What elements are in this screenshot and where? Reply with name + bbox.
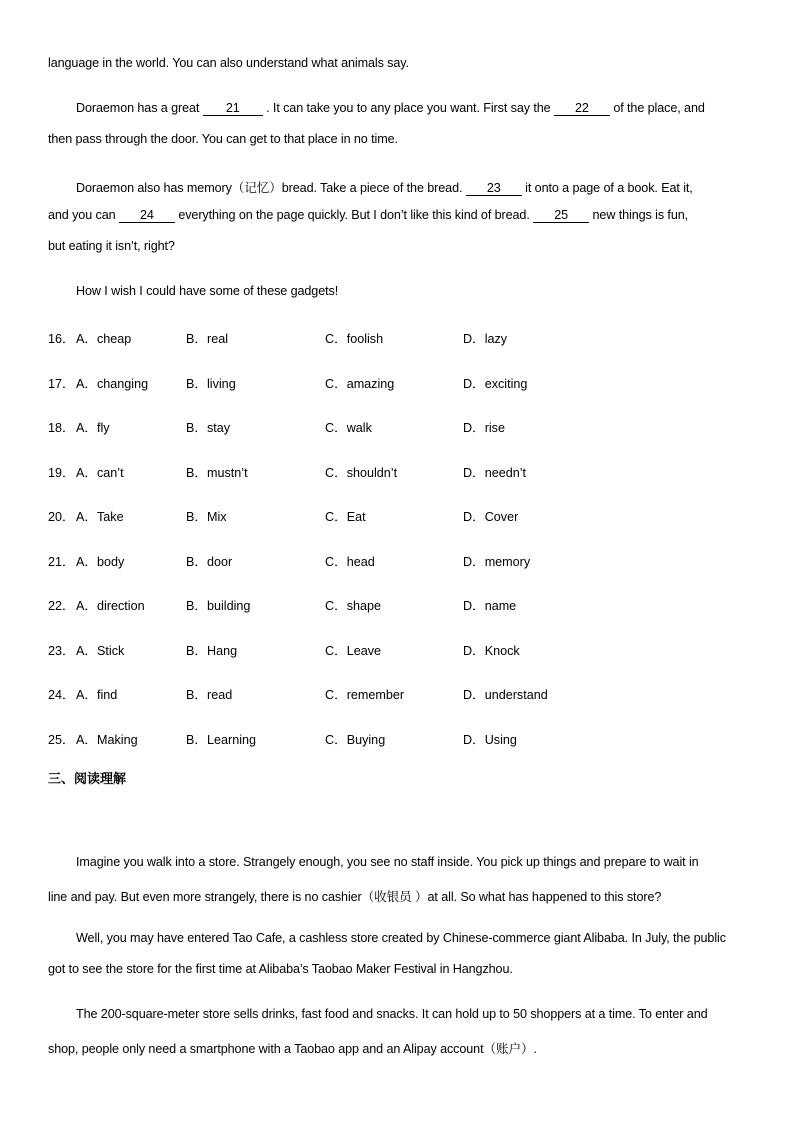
- question-row: [48, 595, 748, 613]
- question-number: 18．: [48, 421, 75, 435]
- option-b: B．stay: [186, 421, 231, 435]
- option-d: D．memory: [463, 555, 531, 569]
- option-c: C．Leave: [325, 644, 382, 658]
- option-a: A．can’t: [76, 466, 124, 480]
- blank-23: 23: [466, 182, 522, 196]
- option-c: C．shouldn’t: [325, 466, 398, 480]
- text-segment: . It can take you to any place you want. First say the: [262, 101, 554, 115]
- text-segment: new things is fun,: [589, 208, 689, 222]
- question-row: [48, 729, 748, 747]
- option-d: D．understand: [463, 688, 548, 702]
- passage-line: but eating it isn’t, right?: [48, 239, 175, 253]
- option-a: A．changing: [76, 377, 149, 391]
- option-b: B．read: [186, 688, 233, 702]
- question-number: 24．: [48, 688, 75, 702]
- option-b: B．door: [186, 555, 233, 569]
- question-number: 16．: [48, 332, 75, 346]
- question-row: [48, 328, 748, 346]
- option-d: D．Using: [463, 733, 517, 747]
- passage-line: [76, 177, 693, 196]
- option-c: C．shape: [325, 599, 382, 613]
- option-c: C．Eat: [325, 510, 366, 524]
- passage-line: Imagine you walk into a store. Strangely enough, you see no staff inside. You pick up things and prepare to wait in: [76, 855, 699, 869]
- option-a: A．find: [76, 688, 118, 702]
- option-b: B．real: [186, 332, 228, 346]
- blank-21: 21: [203, 102, 263, 116]
- option-b: B．mustn’t: [186, 466, 248, 480]
- question-number: 21．: [48, 555, 75, 569]
- option-c: C．head: [325, 555, 375, 569]
- text-segment: Doraemon has a great: [76, 101, 203, 115]
- question-number: 23．: [48, 644, 75, 658]
- option-c: C．remember: [325, 688, 405, 702]
- question-number: 19．: [48, 466, 75, 480]
- option-b: B．Hang: [186, 644, 238, 658]
- option-b: B．Learning: [186, 733, 257, 747]
- text-segment: and you can: [48, 208, 119, 222]
- question-number: 22．: [48, 599, 75, 613]
- section-heading: 三、阅读理解: [48, 771, 127, 786]
- option-d: D．needn’t: [463, 466, 527, 480]
- option-d: D．lazy: [463, 332, 508, 346]
- blank-22: 22: [554, 102, 610, 116]
- text-segment: of the place, and: [609, 101, 705, 115]
- passage-line: then pass through the door. You can get to that place in no time.: [48, 132, 398, 146]
- text-segment: Doraemon also has memory（记忆）bread. Take a piece of the bread.: [76, 181, 466, 195]
- question-row: [48, 640, 748, 658]
- blank-25: 25: [533, 209, 589, 223]
- question-row: [48, 684, 748, 702]
- option-c: C．amazing: [325, 377, 395, 391]
- option-a: A．direction: [76, 599, 145, 613]
- option-a: A．cheap: [76, 332, 132, 346]
- passage-line: shop, people only need a smartphone with a Taobao app and an Alipay account（账户）.: [48, 1042, 537, 1056]
- option-a: A．fly: [76, 421, 110, 435]
- option-a: A．Making: [76, 733, 138, 747]
- option-b: B．Mix: [186, 510, 227, 524]
- question-number: 17．: [48, 377, 75, 391]
- text-segment: everything on the page quickly. But I don’t like this kind of bread.: [174, 208, 534, 222]
- question-number: 25．: [48, 733, 75, 747]
- passage-line: The 200-square-meter store sells drinks, fast food and snacks. It can hold up to 50 shoppers at a time. To enter and: [76, 1007, 708, 1021]
- question-number: 20．: [48, 510, 75, 524]
- passage-line: language in the world. You can also understand what animals say.: [48, 56, 409, 70]
- option-d: D．rise: [463, 421, 505, 435]
- question-row: [48, 373, 748, 391]
- option-b: B．living: [186, 377, 236, 391]
- option-c: C．foolish: [325, 332, 384, 346]
- passage-line: How I wish I could have some of these gadgets!: [76, 284, 339, 298]
- question-row: [48, 506, 748, 524]
- passage-line: got to see the store for the first time at Alibaba’s Taobao Maker Festival in Hangzhou.: [48, 962, 513, 976]
- question-row: [48, 417, 748, 435]
- option-d: D．Cover: [463, 510, 519, 524]
- option-c: C．Buying: [325, 733, 386, 747]
- passage-line: [48, 208, 688, 223]
- question-row: [48, 462, 748, 480]
- option-b: B．building: [186, 599, 251, 613]
- option-a: A．Stick: [76, 644, 125, 658]
- option-c: C．walk: [325, 421, 372, 435]
- passage-line: [76, 101, 705, 116]
- option-d: D．exciting: [463, 377, 528, 391]
- passage-line: Well, you may have entered Tao Cafe, a cashless store created by Chinese-commerce giant Alibaba. In July, the public: [76, 931, 726, 945]
- option-a: A．body: [76, 555, 125, 569]
- passage-line: line and pay. But even more strangely, there is no cashier（收银员 ）at all. So what has happened to this store?: [48, 890, 662, 904]
- blank-24: 24: [119, 209, 175, 223]
- option-d: D．Knock: [463, 644, 520, 658]
- text-segment: it onto a page of a book. Eat it,: [521, 181, 693, 195]
- option-d: D．name: [463, 599, 517, 613]
- option-a: A．Take: [76, 510, 124, 524]
- question-row: [48, 551, 748, 569]
